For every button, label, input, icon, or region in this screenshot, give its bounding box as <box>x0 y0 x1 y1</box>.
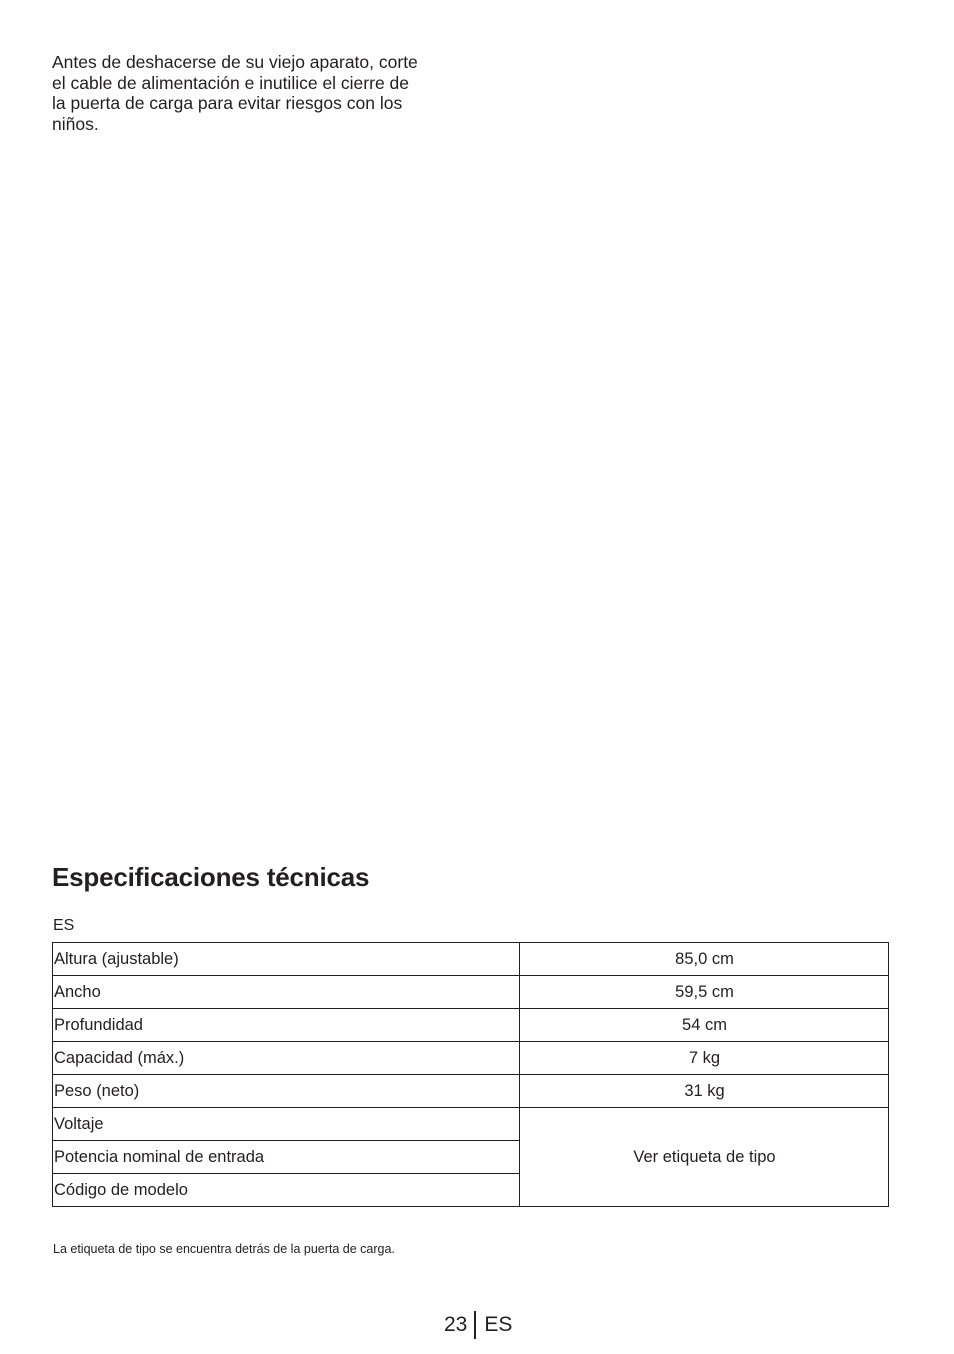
specifications-table <box>52 942 889 1207</box>
intro-line: la puerta de carga para evitar riesgos con los <box>52 93 403 113</box>
table-row <box>53 1009 889 1042</box>
intro-line: el cable de alimentación e inutilice el cierre de <box>52 72 410 93</box>
spec-value: 54 cm <box>520 1009 889 1042</box>
page-footer <box>444 1311 512 1339</box>
spec-value: 7 kg <box>520 1042 889 1075</box>
table-language-label: ES <box>53 917 75 934</box>
table-row <box>53 976 889 1009</box>
page-number: 23 <box>444 1313 468 1336</box>
table-row <box>53 1075 889 1108</box>
spec-label: Capacidad (máx.) <box>53 1042 520 1075</box>
spec-label: Profundidad <box>53 1009 520 1042</box>
spec-value: 59,5 cm <box>520 976 889 1009</box>
section-heading: Especificaciones técnicas <box>52 862 370 892</box>
footer-language: ES <box>484 1313 513 1336</box>
spec-label: Voltaje <box>53 1108 520 1141</box>
spec-label: Código de modelo <box>53 1174 520 1207</box>
spec-label: Peso (neto) <box>53 1075 520 1108</box>
intro-line: Antes de deshacerse de su viejo aparato, corte <box>52 52 418 72</box>
footer-divider <box>474 1311 476 1339</box>
table-row <box>53 943 889 976</box>
disposal-warning-text <box>52 52 472 134</box>
table-row <box>53 1042 889 1075</box>
spec-value-merged: Ver etiqueta de tipo <box>520 1108 889 1207</box>
spec-label: Altura (ajustable) <box>53 943 520 976</box>
spec-label: Potencia nominal de entrada <box>53 1141 520 1174</box>
intro-line: niños. <box>52 113 99 134</box>
spec-value: 85,0 cm <box>520 943 889 976</box>
table-row <box>53 1108 889 1141</box>
spec-label: Ancho <box>53 976 520 1009</box>
table-footnote: La etiqueta de tipo se encuentra detrás de la puerta de carga. <box>53 1242 395 1256</box>
spec-value: 31 kg <box>520 1075 889 1108</box>
